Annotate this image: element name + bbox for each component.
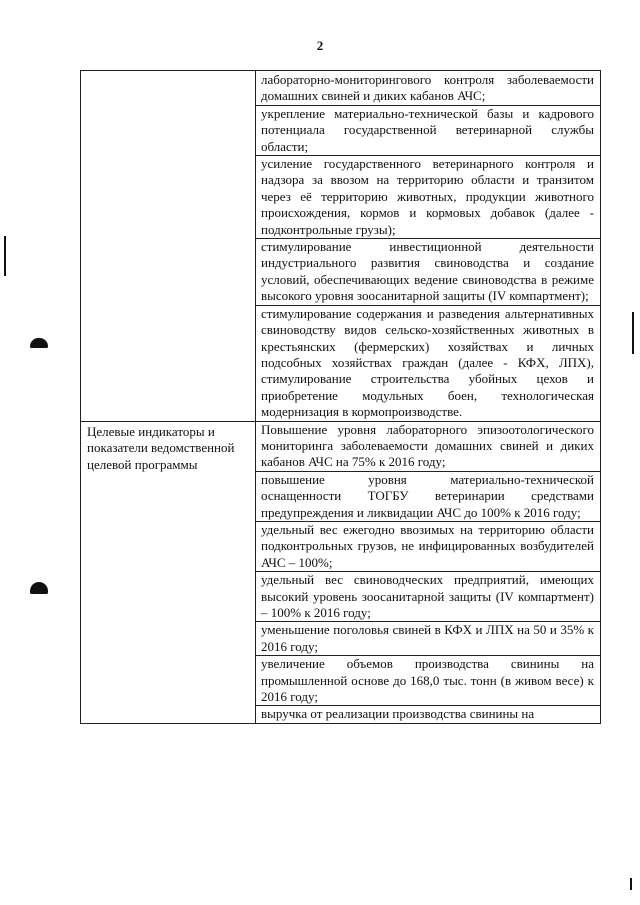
row-content-cell [256, 421, 601, 723]
list-item: удельный вес свиноводческих предприятий, имеющих высокий уровень зоосанитарной защиты (IV компартмент) – 100% к 2016 году; [256, 572, 600, 622]
page-number: 2 [316, 38, 324, 53]
list-item: увеличение объемов производства свинины на промышленной основе до 168,0 тыс. тонн (в живом весе) к 2016 году; [256, 656, 600, 706]
punch-hole-mark [30, 338, 48, 348]
table-row [81, 421, 601, 723]
row-content-cell [256, 71, 601, 422]
row-label-cell [81, 421, 256, 723]
row-label [81, 71, 255, 73]
list-item: стимулирование инвестиционной деятельности индустриального развития свиноводства и создание условий, обеспечивающих ведение свиноводства в режиме высокого уровня зоосанитарной защиты (IV компартмент); [256, 239, 600, 306]
list-item: Повышение уровня лабораторного эпизоотологического мониторинга заболеваемости домашних свиней и диких кабанов АЧС на 75% к 2016 году; [256, 422, 600, 472]
program-table [80, 70, 601, 724]
list-item: усиление государственного ветеринарного контроля и надзора за ввозом на территорию области и транзитом через её территорию животных, продукции животного происхождения, кормов и кормовых добавок (далее - подконтрольные грузы); [256, 156, 600, 239]
punch-hole-mark [30, 582, 48, 594]
scan-artifact-mark [4, 236, 6, 276]
list-item: стимулирование содержания и разведения альтернативных свиноводству видов сельско-хозяйственных животных в крестьянских (фермерских) хозяйствах и личных подсобных хозяйствах граждан (далее - КФХ, ЛПХ), стимулирование строительства убойных цехов и приобретение модульных боен, технологическая модернизация в кормопроизводстве. [261, 305, 594, 420]
list-item: лабораторно-мониторингового контроля заболеваемости домашних свиней и диких кабанов АЧС; [256, 71, 600, 106]
list-item: выручка от реализации производства свинины на [261, 706, 535, 722]
list-item: укрепление материально-технической базы и кадрового потенциала государственной ветеринарной службы области; [256, 106, 600, 156]
row-label: Целевые индикаторы и показатели ведомственной целевой программы [87, 423, 235, 472]
row-label-cell [81, 71, 256, 422]
table-row [81, 71, 601, 422]
list-item: повышение уровня материально-технической оснащенности ТОГБУ ветеринарии средствами предупреждения и ликвидации АЧС до 100% к 2016 году; [256, 472, 600, 522]
list-item: удельный вес ежегодно ввозимых на территорию области подконтрольных грузов, не инфицированных возбудителей АЧС – 100%; [256, 522, 600, 572]
scan-artifact-mark [632, 312, 634, 354]
scan-artifact-mark [630, 878, 632, 890]
list-item: уменьшение поголовья свиней в КФХ и ЛПХ на 50 и 35% к 2016 году; [256, 622, 600, 656]
